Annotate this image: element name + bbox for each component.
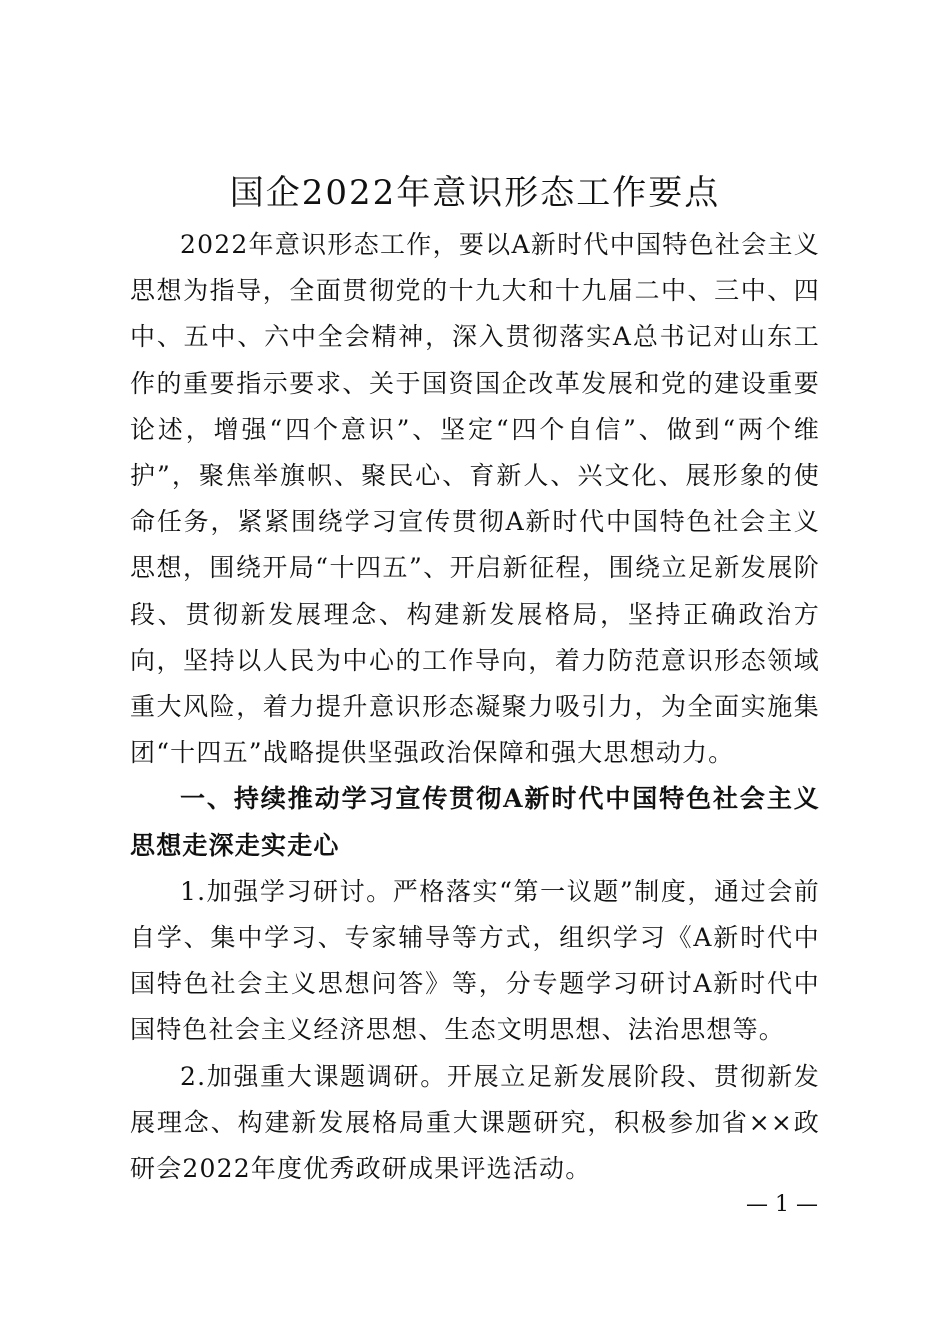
document-title: 国企2022年意识形态工作要点 — [229, 173, 721, 213]
item-1-paragraph: 1.加强学习研讨。严格落实“第一议题”制度，通过会前自学、集中学习、专家辅导等方式，组织学习《A新时代中国特色社会主义思想问答》等，分专题学习研讨A新时代中国特色社会主义经济思想、生态文明思想、法治思想等。 — [130, 876, 820, 1045]
page-number: — 1 — — [746, 1192, 818, 1217]
document-body — [130, 222, 820, 1192]
section-heading-1: 一、持续推动学习宣传贯彻A新时代中国特色社会主义思想走深走实走心 — [130, 784, 820, 860]
intro-paragraph: 2022年意识形态工作，要以A新时代中国特色社会主义思想为指导，全面贯彻党的十九大和十九届二中、三中、四中、五中、六中全会精神，深入贯彻落实A总书记对山东工作的重要指示要求、关于国资国企改革发展和党的建设重要论述，增强“四个意识”、坚定“四个自信”、做到“两个维护”，聚焦举旗帜、聚民心、育新人、兴文化、展形象的使命任务，紧紧围绕学习宣传贯彻A新时代中国特色社会主义思想，围绕开局“十四五”、开启新征程，围绕立足新发展阶段、贯彻新发展理念、构建新发展格局，坚持正确政治方向，坚持以人民为中心的工作导向，着力防范意识形态领域重大风险，着力提升意识形态凝聚力吸引力，为全面实施集团“十四五”战略提供坚强政治保障和强大思想动力。 — [130, 230, 820, 768]
item-2-paragraph: 2.加强重大课题调研。开展立足新发展阶段、贯彻新发展理念、构建新发展格局重大课题研究，积极参加省××政研会2022年度优秀政研成果评选活动。 — [130, 1061, 820, 1184]
